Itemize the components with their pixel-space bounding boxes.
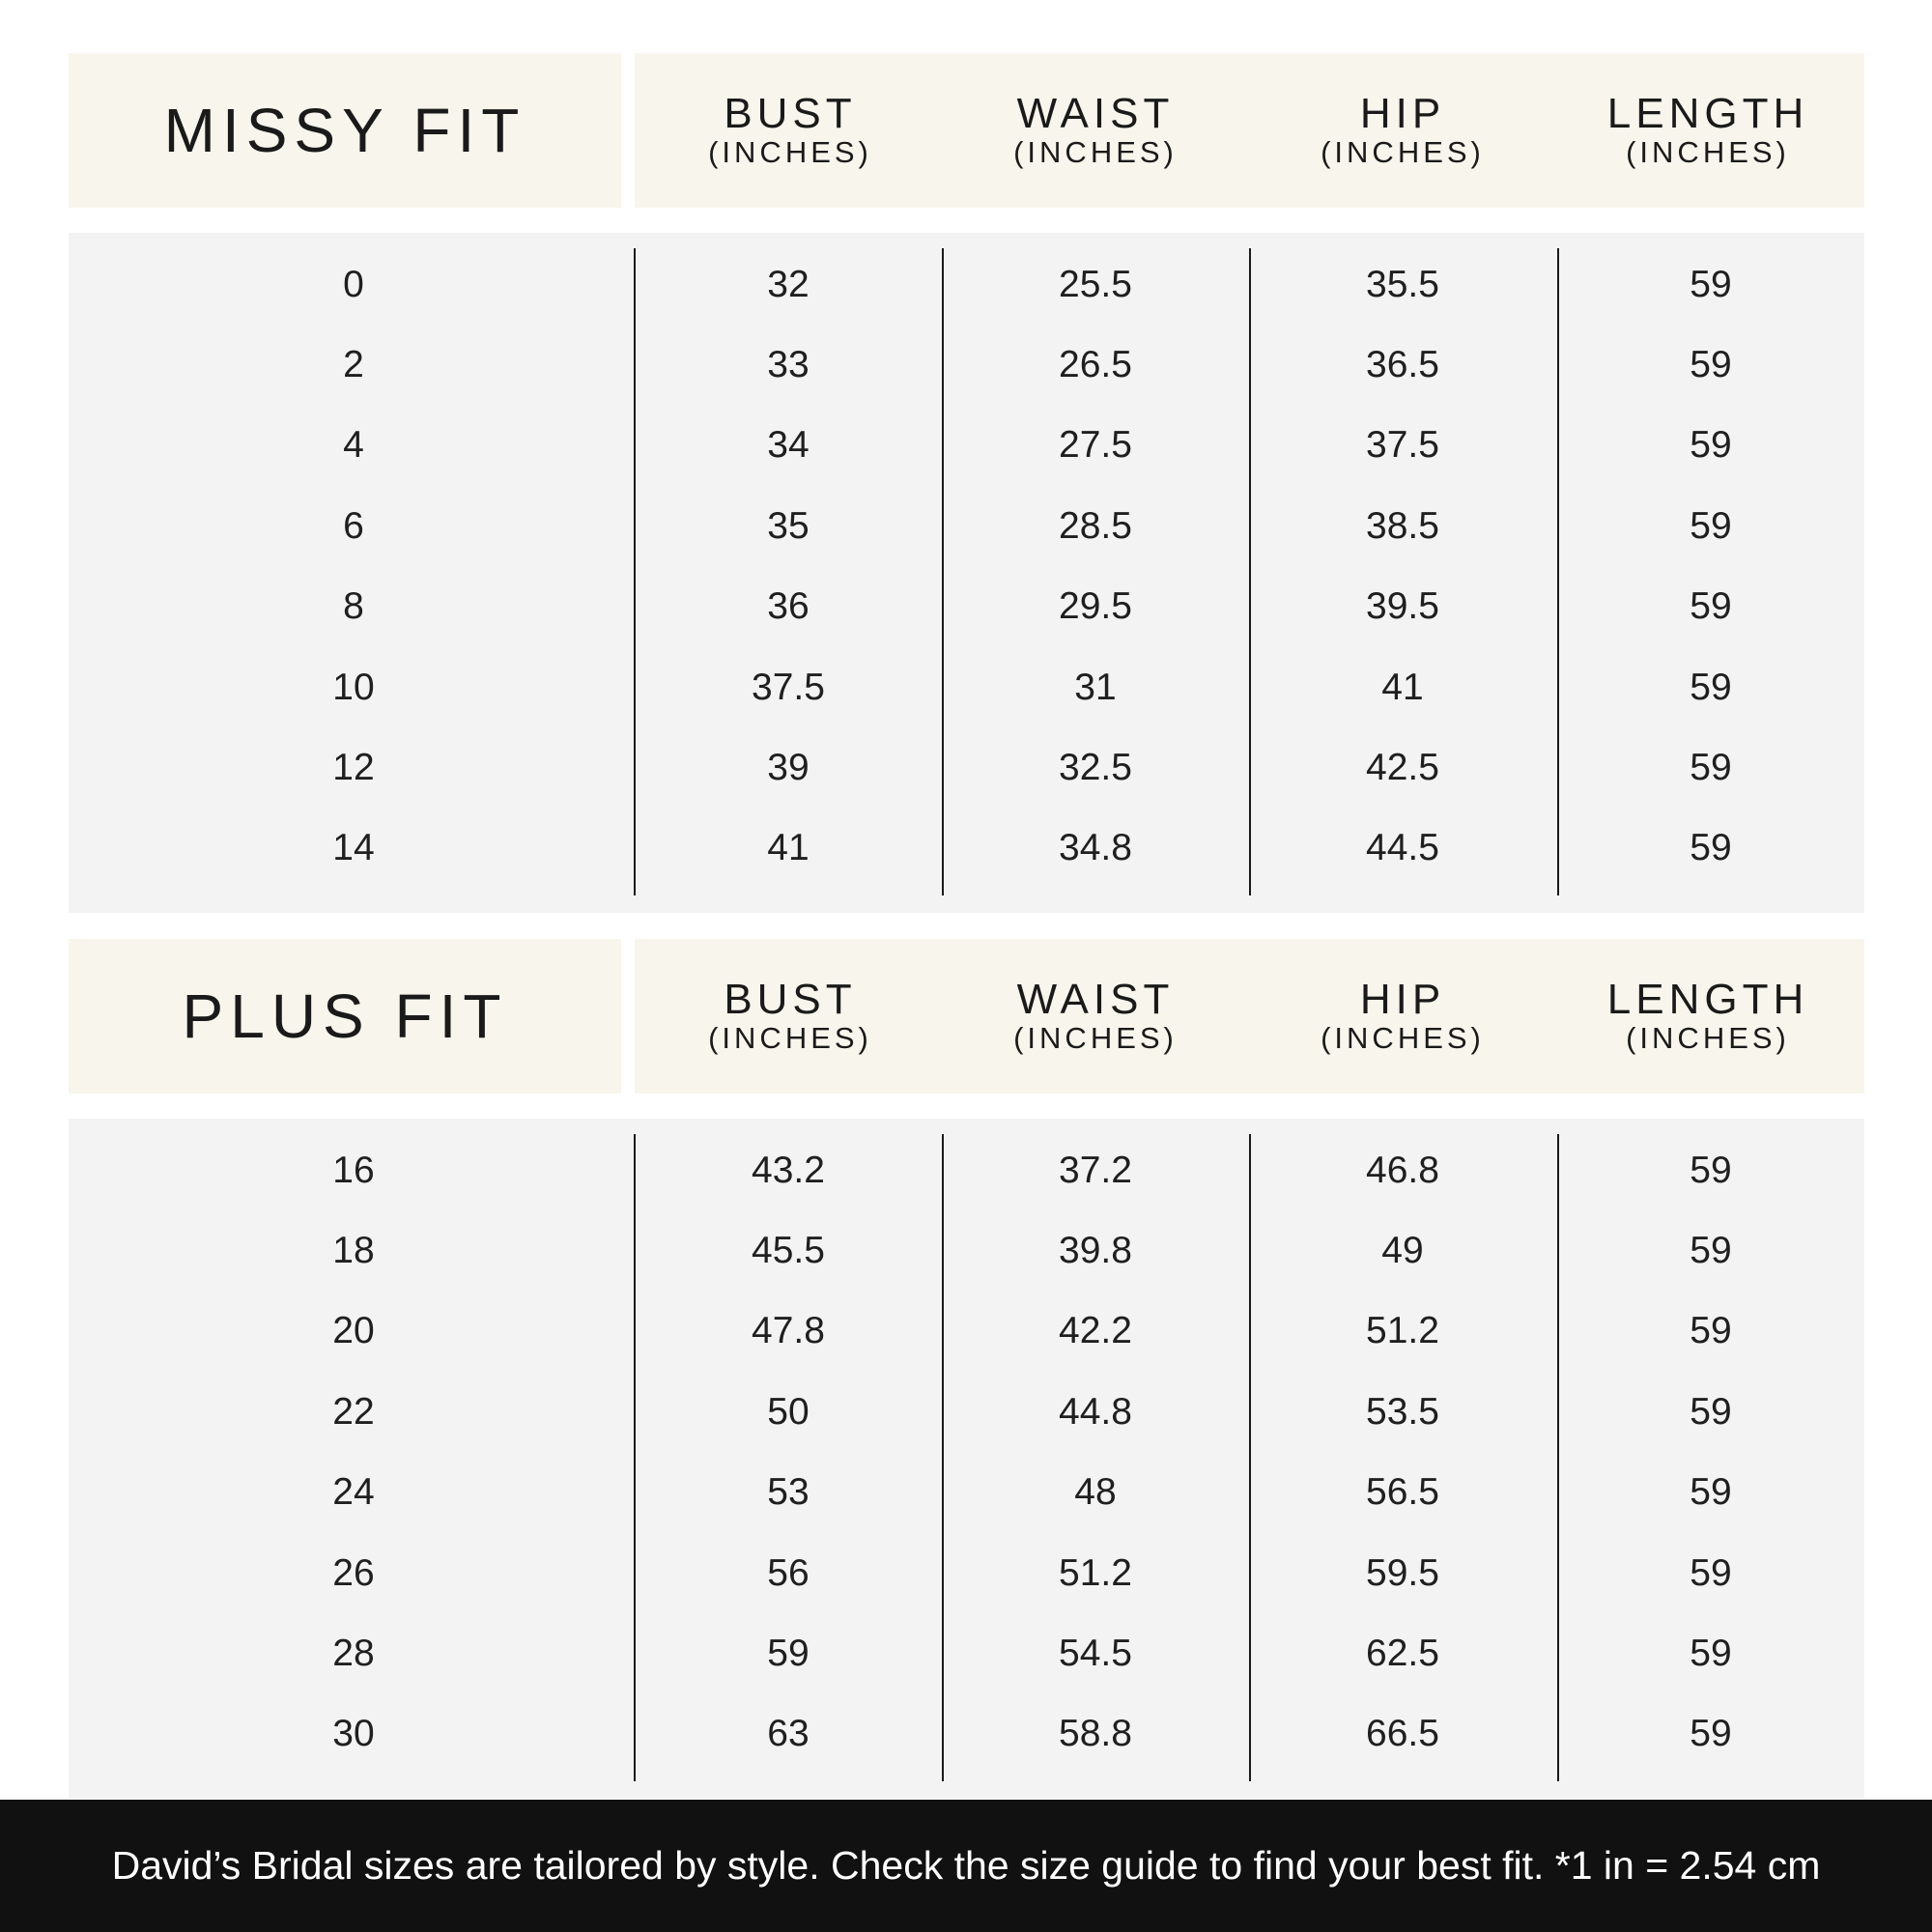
column-name: HIP — [1359, 976, 1446, 1023]
column-name: HIP — [1359, 90, 1446, 137]
table-row — [69, 1453, 1864, 1533]
missy-fit-table — [69, 53, 1864, 923]
column-header-bust — [637, 53, 944, 208]
cell-bust: 43.2 — [752, 1149, 825, 1191]
cell-bust: 47.8 — [752, 1310, 825, 1352]
cell-length: 59 — [1690, 1149, 1732, 1191]
cell-waist: 27.5 — [1059, 424, 1132, 467]
cell-hip: 38.5 — [1366, 504, 1439, 547]
cell-size: 18 — [332, 1229, 375, 1271]
column-name: WAIST — [1016, 90, 1175, 137]
table-header — [69, 939, 1864, 1094]
column-header-length — [1554, 53, 1861, 208]
cell-bust: 59 — [767, 1632, 810, 1674]
column-header-bust — [637, 939, 944, 1094]
cell-waist: 51.2 — [1059, 1551, 1132, 1594]
column-unit: (INCHES) — [708, 135, 872, 169]
cell-length: 59 — [1690, 504, 1732, 547]
footer-note — [0, 1800, 1932, 1932]
cell-hip: 49 — [1381, 1229, 1424, 1271]
cell-hip: 59.5 — [1366, 1551, 1439, 1594]
column-header-waist — [942, 939, 1249, 1094]
column-headers — [635, 939, 1864, 1094]
table-header — [69, 53, 1864, 208]
cell-size: 28 — [332, 1632, 375, 1674]
column-name: LENGTH — [1606, 90, 1809, 137]
cell-waist: 44.8 — [1059, 1390, 1132, 1433]
cell-length: 59 — [1690, 666, 1732, 708]
table-row — [69, 244, 1864, 325]
cell-bust: 33 — [767, 343, 810, 385]
cell-size: 6 — [343, 504, 364, 547]
cell-size: 10 — [332, 666, 375, 708]
cell-waist: 34.8 — [1059, 827, 1132, 869]
column-unit: (INCHES) — [1013, 135, 1178, 169]
cell-bust: 56 — [767, 1551, 810, 1594]
cell-length: 59 — [1690, 1551, 1732, 1594]
table-row — [69, 1533, 1864, 1613]
table-row — [69, 406, 1864, 486]
cell-waist: 32.5 — [1059, 746, 1132, 788]
cell-bust: 41 — [767, 827, 810, 869]
cell-hip: 62.5 — [1366, 1632, 1439, 1674]
cell-length: 59 — [1690, 585, 1732, 628]
table-title: PLUS FIT — [69, 939, 621, 1094]
table-row — [69, 1372, 1864, 1452]
cell-hip: 39.5 — [1366, 585, 1439, 628]
cell-waist: 28.5 — [1059, 504, 1132, 547]
cell-hip: 44.5 — [1366, 827, 1439, 869]
table-row — [69, 567, 1864, 647]
table-row — [69, 486, 1864, 566]
cell-size: 4 — [343, 424, 364, 467]
cell-hip: 42.5 — [1366, 746, 1439, 788]
cell-length: 59 — [1690, 263, 1732, 305]
column-header-hip — [1249, 939, 1556, 1094]
column-name: WAIST — [1016, 976, 1175, 1023]
cell-length: 59 — [1690, 1713, 1732, 1755]
cell-bust: 37.5 — [752, 666, 825, 708]
cell-size: 22 — [332, 1390, 375, 1433]
cell-bust: 45.5 — [752, 1229, 825, 1271]
table-row — [69, 325, 1864, 405]
cell-size: 26 — [332, 1551, 375, 1594]
cell-hip: 37.5 — [1366, 424, 1439, 467]
cell-bust: 63 — [767, 1713, 810, 1755]
cell-length: 59 — [1690, 1310, 1732, 1352]
cell-size: 8 — [343, 585, 364, 628]
column-unit: (INCHES) — [1321, 135, 1485, 169]
column-unit: (INCHES) — [1321, 1021, 1485, 1055]
cell-bust: 50 — [767, 1390, 810, 1433]
cell-size: 30 — [332, 1713, 375, 1755]
column-unit: (INCHES) — [1626, 1021, 1790, 1055]
cell-bust: 32 — [767, 263, 810, 305]
column-header-hip — [1249, 53, 1556, 208]
cell-size: 20 — [332, 1310, 375, 1352]
cell-size: 14 — [332, 827, 375, 869]
table-row — [69, 809, 1864, 889]
cell-bust: 36 — [767, 585, 810, 628]
cell-size: 0 — [343, 263, 364, 305]
cell-waist: 58.8 — [1059, 1713, 1132, 1755]
column-unit: (INCHES) — [1626, 135, 1790, 169]
cell-length: 59 — [1690, 1390, 1732, 1433]
cell-waist: 31 — [1074, 666, 1117, 708]
cell-waist: 39.8 — [1059, 1229, 1132, 1271]
column-name: LENGTH — [1606, 976, 1809, 1023]
cell-length: 59 — [1690, 424, 1732, 467]
table-row — [69, 1292, 1864, 1372]
table-title: MISSY FIT — [69, 53, 621, 208]
cell-size: 2 — [343, 343, 364, 385]
table-row — [69, 1613, 1864, 1693]
column-header-waist — [942, 53, 1249, 208]
cell-waist: 25.5 — [1059, 263, 1132, 305]
cell-length: 59 — [1690, 827, 1732, 869]
cell-length: 59 — [1690, 343, 1732, 385]
cell-hip: 56.5 — [1366, 1471, 1439, 1514]
cell-waist: 48 — [1074, 1471, 1117, 1514]
cell-size: 16 — [332, 1149, 375, 1191]
plus-fit-table — [69, 939, 1864, 1808]
cell-bust: 39 — [767, 746, 810, 788]
table-row — [69, 647, 1864, 727]
column-unit: (INCHES) — [708, 1021, 872, 1055]
column-unit: (INCHES) — [1013, 1021, 1178, 1055]
table-row — [69, 1130, 1864, 1210]
cell-length: 59 — [1690, 1632, 1732, 1674]
cell-hip: 51.2 — [1366, 1310, 1439, 1352]
cell-waist: 54.5 — [1059, 1632, 1132, 1674]
footer-text: David’s Bridal sizes are tailored by style. Check the size guide to find your best fit. *1 in = 2.54 cm — [111, 1843, 1821, 1888]
table-row — [69, 1210, 1864, 1291]
table-row — [69, 1694, 1864, 1775]
cell-bust: 34 — [767, 424, 810, 467]
cell-hip: 41 — [1381, 666, 1424, 708]
cell-hip: 46.8 — [1366, 1149, 1439, 1191]
cell-waist: 26.5 — [1059, 343, 1132, 385]
cell-length: 59 — [1690, 1471, 1732, 1514]
cell-hip: 36.5 — [1366, 343, 1439, 385]
cell-hip: 35.5 — [1366, 263, 1439, 305]
cell-size: 24 — [332, 1471, 375, 1514]
cell-hip: 53.5 — [1366, 1390, 1439, 1433]
cell-length: 59 — [1690, 1229, 1732, 1271]
table-body — [69, 233, 1864, 913]
cell-waist: 29.5 — [1059, 585, 1132, 628]
cell-bust: 35 — [767, 504, 810, 547]
cell-length: 59 — [1690, 746, 1732, 788]
table-body — [69, 1119, 1864, 1799]
cell-bust: 53 — [767, 1471, 810, 1514]
column-name: BUST — [724, 976, 857, 1023]
cell-waist: 42.2 — [1059, 1310, 1132, 1352]
cell-hip: 66.5 — [1366, 1713, 1439, 1755]
column-name: BUST — [724, 90, 857, 137]
cell-waist: 37.2 — [1059, 1149, 1132, 1191]
cell-size: 12 — [332, 746, 375, 788]
column-header-length — [1554, 939, 1861, 1094]
table-row — [69, 727, 1864, 808]
column-headers — [635, 53, 1864, 208]
